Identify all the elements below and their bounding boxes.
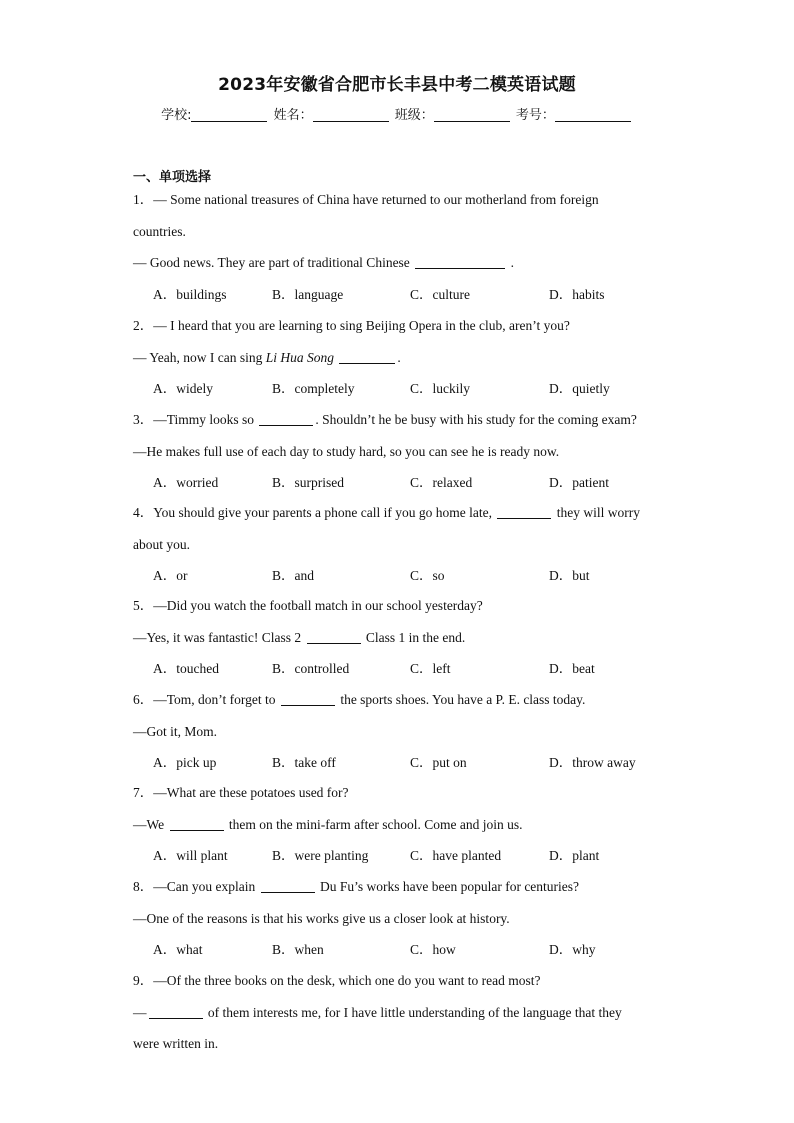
option-a[interactable]: A．what [153, 942, 203, 957]
name-field: 姓名： [274, 104, 391, 123]
question-4: 4．You should give your parents a phone call if you go home late, they will worry about you. A．or B．and C．so D．but [133, 497, 673, 592]
exam-number-field: 考号： [516, 104, 633, 123]
question-6: 6．—Tom, don’t forget to the sports shoes. You have a P. E. class today. —Got it, Mom. A．pick up B．take off C．put on D．throw away [133, 684, 673, 779]
answer-blank[interactable] [307, 630, 361, 644]
options-row [133, 747, 673, 779]
option-a[interactable]: A．buildings [153, 286, 227, 302]
option-b[interactable]: B．language [272, 286, 344, 302]
option-b[interactable]: B．surprised [272, 475, 344, 490]
question-2: 2．— I heard that you are learning to sing Beijing Opera in the club, aren’t you? — Yeah, now I can sing Li Hua Song . A．widely B．completely C．luckily D．quietly [133, 310, 673, 405]
option-a[interactable]: A．worried [153, 475, 219, 490]
option-d[interactable]: D．plant [549, 848, 600, 863]
options-row [133, 467, 673, 499]
option-b[interactable]: B．when [272, 942, 324, 957]
option-b[interactable]: B．controlled [272, 661, 350, 676]
question-5: 5．—Did you watch the football match in our school yesterday? —Yes, it was fantastic! Class 2 Class 1 in the end. A．touched B．controlled C．left D．beat [133, 590, 673, 685]
option-a[interactable]: A．widely [153, 381, 213, 396]
exam-number-input-line[interactable] [555, 107, 631, 122]
option-d[interactable]: D．patient [549, 475, 609, 490]
options-row [133, 279, 673, 311]
options-row [133, 840, 673, 872]
school-input-line[interactable] [191, 107, 267, 122]
option-a[interactable]: A．will plant [153, 848, 228, 863]
option-d[interactable]: D．throw away [549, 755, 636, 770]
section-heading: 一、单项选择 [133, 170, 212, 185]
school-field: 学校: [161, 104, 269, 123]
answer-blank[interactable] [259, 412, 313, 426]
answer-blank[interactable] [170, 817, 224, 831]
question-8: 8．—Can you explain Du Fu’s works have been popular for centuries? —One of the reasons is that his works give us a closer look at history. A．what B．when C．how D．why [133, 871, 673, 966]
question-3: 3．—Timmy looks so . Shouldn’t he be busy with his study for the coming exam? —He makes full use of each day to study hard, so you can see he is ready now. A．worried B．surprised C．relaxed D．patient [133, 404, 673, 499]
options-row [133, 934, 673, 966]
question-7: 7．—What are these potatoes used for? —We them on the mini-farm after school. Come and join us. A．will plant B．were planting C．have planted D．plant [133, 777, 673, 872]
answer-blank[interactable] [149, 1005, 203, 1019]
option-c[interactable]: C．how [410, 942, 456, 957]
options-row [133, 560, 673, 592]
answer-blank[interactable] [281, 692, 335, 706]
option-c[interactable]: C．so [410, 568, 445, 583]
answer-blank[interactable] [339, 350, 395, 364]
name-input-line[interactable] [313, 107, 389, 122]
option-a[interactable]: A．touched [153, 661, 219, 676]
option-c[interactable]: C．left [410, 661, 451, 676]
option-d[interactable]: D．why [549, 942, 596, 957]
option-c[interactable]: C．have planted [410, 848, 502, 863]
class-input-line[interactable] [434, 107, 510, 122]
option-c[interactable]: C．put on [410, 755, 467, 770]
option-a[interactable]: A．pick up [153, 755, 217, 770]
option-d[interactable]: D．habits [549, 286, 605, 302]
answer-blank[interactable] [497, 505, 551, 519]
student-info-row [0, 104, 794, 123]
answer-blank[interactable] [415, 255, 505, 269]
class-field: 班级： [395, 104, 512, 123]
options-row [133, 653, 673, 685]
options-row [133, 373, 673, 405]
option-c[interactable]: C．luckily [410, 381, 470, 396]
page-title: 2023年安徽省合肥市长丰县中考二模英语试题 [218, 75, 576, 95]
option-b[interactable]: B．take off [272, 755, 336, 770]
option-d[interactable]: D．but [549, 568, 590, 583]
option-a[interactable]: A．or [153, 568, 188, 583]
option-b[interactable]: B．completely [272, 381, 355, 396]
option-b[interactable]: B．and [272, 568, 314, 583]
option-b[interactable]: B．were planting [272, 848, 369, 863]
option-c[interactable]: C．relaxed [410, 475, 473, 490]
question-9: 9．—Of the three books on the desk, which one do you want to read most? — of them interests me, for I have little understanding of the language that they were written in. [133, 973, 622, 1051]
option-d[interactable]: D．quietly [549, 381, 610, 396]
question-1: 1．— Some national treasures of China have returned to our motherland from foreign countries. — Good news. They are part of traditional Chinese . A．buildings B．language C．culture D．habits [133, 184, 673, 310]
option-d[interactable]: D．beat [549, 661, 595, 676]
option-c[interactable]: C．culture [410, 286, 470, 302]
answer-blank[interactable] [261, 879, 315, 893]
